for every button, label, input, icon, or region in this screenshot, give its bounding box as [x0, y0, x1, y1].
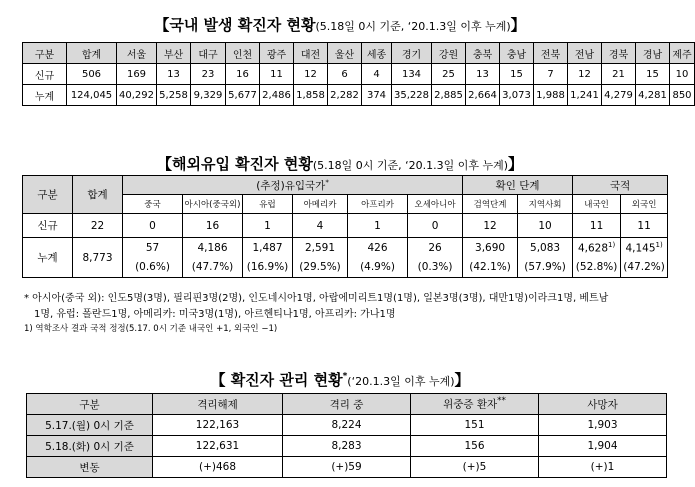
overseas-subheader-cell: 외국인 — [621, 195, 668, 214]
domestic-header-cell: 제주 — [670, 43, 695, 64]
domestic-title-end: 】 — [510, 16, 526, 34]
overseas-h-country — [123, 176, 463, 195]
management-cell: 8,224 — [283, 415, 411, 436]
overseas-cum-cell — [621, 238, 668, 258]
management-cell: (+)59 — [283, 457, 411, 478]
management-header-cell — [153, 394, 283, 415]
domestic-cell: 506 — [67, 64, 117, 85]
management-cell: 151 — [411, 415, 539, 436]
domestic-cell: 9,329 — [191, 85, 226, 106]
domestic-cell: 21 — [602, 64, 636, 85]
overseas-cum-value: 4,628 — [577, 242, 609, 255]
domestic-cell: 3,073 — [500, 85, 534, 106]
domestic-cell: 1,241 — [568, 85, 602, 106]
domestic-cell: 2,885 — [432, 85, 466, 106]
domestic-cell: 2,664 — [466, 85, 500, 106]
domestic-header-cell: 대구 — [191, 43, 226, 64]
management-cell: (+)1 — [539, 457, 667, 478]
domestic-header-cell: 경북 — [602, 43, 636, 64]
overseas-subheader-cell: 아시아(중국외) — [183, 195, 243, 214]
overseas-subheader-cell: 아메리카 — [293, 195, 348, 214]
management-title-star: * — [342, 371, 348, 382]
domestic-cell: 6 — [328, 64, 362, 85]
domestic-cell: 25 — [432, 64, 466, 85]
management-header-cell — [411, 394, 539, 415]
overseas-new-cell: 4 — [293, 214, 348, 238]
overseas-pct-cell: (0.6%) — [123, 258, 183, 278]
overseas-pct-cell: (47.2%) — [621, 258, 668, 278]
management-title-end: 】 — [454, 371, 470, 389]
domestic-cell: 16 — [226, 64, 260, 85]
overseas-h-nationality: 국적 — [573, 176, 668, 195]
domestic-title-main: 【국내 발생 확진자 현황 — [154, 16, 316, 34]
overseas-pct-cell: (47.7%) — [183, 258, 243, 278]
management-header-label: 격리 중 — [329, 398, 364, 411]
management-header-label: 사망자 — [587, 398, 618, 411]
overseas-cum-label: 누계 — [23, 238, 73, 278]
management-row — [27, 436, 667, 457]
domestic-header-cell: 충남 — [500, 43, 534, 64]
overseas-new-cell: 1 — [243, 214, 293, 238]
overseas-h-total: 합계 — [73, 176, 123, 214]
management-title-main: 【 확진자 관리 현황 — [210, 371, 343, 389]
overseas-cum-value: 57 — [145, 241, 160, 254]
domestic-cell: 13 — [157, 64, 191, 85]
management-cell: 156 — [411, 436, 539, 457]
domestic-header-cell: 인천 — [226, 43, 260, 64]
management-row-label: 5.18.(화) 0시 기준 — [27, 436, 153, 457]
domestic-row-label: 누계 — [23, 85, 67, 106]
overseas-new-label: 신규 — [23, 214, 73, 238]
domestic-cell: 1,858 — [294, 85, 328, 106]
management-row-label: 5.17.(월) 0시 기준 — [27, 415, 153, 436]
overseas-h-country-star: * — [325, 178, 329, 186]
domestic-cell: 13 — [466, 64, 500, 85]
overseas-pct-cell: (57.9%) — [518, 258, 573, 278]
management-row — [27, 415, 667, 436]
overseas-new-row — [23, 214, 668, 238]
domestic-cell: 169 — [117, 64, 157, 85]
overseas-cum-cell — [573, 238, 621, 258]
management-cell: (+)5 — [411, 457, 539, 478]
overseas-pct-cell: (29.5%) — [293, 258, 348, 278]
domestic-header-cell: 충북 — [466, 43, 500, 64]
overseas-cum-cell — [518, 238, 573, 258]
domestic-header-cell: 서울 — [117, 43, 157, 64]
overseas-cum-footnote-mark: 1) — [655, 241, 663, 249]
overseas-pct-cell: (42.1%) — [463, 258, 518, 278]
overseas-cum-value: 4,145 — [625, 242, 656, 255]
domestic-cell: 15 — [636, 64, 670, 85]
domestic-row — [23, 64, 695, 85]
domestic-cell: 1,988 — [534, 85, 568, 106]
overseas-new-cell: 10 — [518, 214, 573, 238]
management-cell: (+)468 — [153, 457, 283, 478]
domestic-cell: 12 — [294, 64, 328, 85]
domestic-cell: 124,045 — [67, 85, 117, 106]
management-table — [26, 393, 667, 478]
domestic-cell: 4,279 — [602, 85, 636, 106]
management-title — [0, 369, 680, 390]
domestic-cell: 2,486 — [260, 85, 294, 106]
overseas-title-end: 】 — [508, 155, 524, 173]
management-header-label: 위중증 환자 — [443, 398, 498, 411]
management-header-cell — [283, 394, 411, 415]
overseas-new-cell: 11 — [573, 214, 621, 238]
domestic-cell: 15 — [500, 64, 534, 85]
domestic-cell: 12 — [568, 64, 602, 85]
overseas-cum-cell — [183, 238, 243, 258]
management-header-cell — [27, 394, 153, 415]
management-row — [27, 457, 667, 478]
domestic-header-cell: 구분 — [23, 43, 67, 64]
overseas-pct-cell: (52.8%) — [573, 258, 621, 278]
overseas-cum-value: 426 — [367, 241, 388, 254]
overseas-cum-cell — [463, 238, 518, 258]
domestic-cell: 4 — [362, 64, 392, 85]
domestic-cell: 850 — [670, 85, 695, 106]
domestic-header-row — [23, 43, 695, 64]
overseas-subheader-cell: 오세아니아 — [408, 195, 463, 214]
overseas-new-total: 22 — [73, 214, 123, 238]
domestic-header-cell: 전북 — [534, 43, 568, 64]
domestic-cell: 23 — [191, 64, 226, 85]
overseas-subheader-cell: 아프리카 — [348, 195, 408, 214]
domestic-cell: 134 — [392, 64, 432, 85]
domestic-cell: 374 — [362, 85, 392, 106]
overseas-new-cell: 0 — [123, 214, 183, 238]
overseas-subheader-cell: 지역사회 — [518, 195, 573, 214]
domestic-header-cell: 울산 — [328, 43, 362, 64]
overseas-cum-cell — [348, 238, 408, 258]
management-cell: 1,904 — [539, 436, 667, 457]
overseas-new-cell: 1 — [348, 214, 408, 238]
management-header-cell — [539, 394, 667, 415]
overseas-title-sub: (5.18일 0시 기준, ‘20.1.3일 이후 누계) — [312, 159, 508, 172]
domestic-title — [0, 14, 680, 35]
domestic-cell: 40,292 — [117, 85, 157, 106]
overseas-cum-footnote-mark: 1) — [608, 241, 616, 249]
domestic-cell: 11 — [260, 64, 294, 85]
management-title-sub: (‘20.1.3일 이후 누계) — [347, 375, 455, 388]
overseas-cum-value: 5,083 — [530, 241, 561, 254]
overseas-h-gubun: 구분 — [23, 176, 73, 214]
overseas-subheader-cell: 중국 — [123, 195, 183, 214]
footnote-line-3: 1) 역학조사 결과 국적 정정(5.17. 0시 기준 내국인 +1, 외국인 −1) — [24, 324, 278, 334]
overseas-pct-cell: (4.9%) — [348, 258, 408, 278]
domestic-header-cell: 경남 — [636, 43, 670, 64]
domestic-row-label: 신규 — [23, 64, 67, 85]
overseas-cum-total: 8,773 — [73, 238, 123, 278]
management-cell: 122,163 — [153, 415, 283, 436]
management-header-label: 구분 — [79, 398, 100, 411]
overseas-h-confirm: 확인 단계 — [463, 176, 573, 195]
management-header-label: 격리해제 — [197, 398, 238, 411]
overseas-cum-value: 2,591 — [304, 241, 336, 254]
overseas-cum-value: 3,690 — [475, 241, 506, 254]
overseas-cum-cell — [243, 238, 293, 258]
overseas-new-cell: 12 — [463, 214, 518, 238]
footnote-line-1: * 아시아(중국 외): 인도5명(3명), 필리핀3명(2명), 인도네시아1명, 아랍에미리트1명(1명), 일본3명(3명), 대만1명)이라크1명, 베트남 — [24, 293, 609, 304]
management-header-row — [27, 394, 667, 415]
overseas-cum-value: 26 — [428, 241, 442, 254]
management-severe-star: ** — [497, 396, 506, 407]
overseas-new-cell: 16 — [183, 214, 243, 238]
overseas-h-country-label: (추정)유입국가 — [256, 179, 326, 192]
overseas-title — [0, 153, 680, 174]
domestic-cell: 35,228 — [392, 85, 432, 106]
overseas-cum-cell — [123, 238, 183, 258]
overseas-subheader-cell: 유럽 — [243, 195, 293, 214]
overseas-cum-value: 1,487 — [252, 241, 283, 254]
footnote-line-2: 1명, 유럽: 폴란드1명, 아메리카: 미국3명(1명), 아르헨티나1명, 아프리카: 가나1명 — [34, 309, 396, 320]
domestic-header-cell: 합계 — [67, 43, 117, 64]
domestic-cell: 5,677 — [226, 85, 260, 106]
management-cell: 8,283 — [283, 436, 411, 457]
domestic-header-cell: 광주 — [260, 43, 294, 64]
domestic-header-cell: 대전 — [294, 43, 328, 64]
domestic-header-cell: 전남 — [568, 43, 602, 64]
overseas-cum-value: 4,186 — [197, 241, 228, 254]
overseas-cum-row — [23, 238, 668, 258]
domestic-header-cell: 세종 — [362, 43, 392, 64]
overseas-subheader-cell: 검역단계 — [463, 195, 518, 214]
domestic-header-cell: 강원 — [432, 43, 466, 64]
overseas-subheader-cell: 내국인 — [573, 195, 621, 214]
domestic-table — [22, 42, 695, 106]
domestic-cell: 10 — [670, 64, 695, 85]
management-cell: 122,631 — [153, 436, 283, 457]
management-cell: 1,903 — [539, 415, 667, 436]
domestic-header-cell: 경기 — [392, 43, 432, 64]
domestic-cell: 2,282 — [328, 85, 362, 106]
domestic-row — [23, 85, 695, 106]
overseas-new-cell: 0 — [408, 214, 463, 238]
domestic-cell: 5,258 — [157, 85, 191, 106]
domestic-cell: 7 — [534, 64, 568, 85]
overseas-pct-cell: (0.3%) — [408, 258, 463, 278]
management-row-label: 변동 — [27, 457, 153, 478]
overseas-pct-cell: (16.9%) — [243, 258, 293, 278]
overseas-new-cell: 11 — [621, 214, 668, 238]
domestic-cell: 4,281 — [636, 85, 670, 106]
overseas-cum-cell — [293, 238, 348, 258]
overseas-table — [22, 175, 668, 278]
overseas-cum-cell — [408, 238, 463, 258]
domestic-title-sub: (5.18일 0시 기준, ‘20.1.3일 이후 누계) — [315, 20, 511, 33]
overseas-title-main: 【해외유입 확진자 현황 — [156, 155, 313, 173]
domestic-header-cell: 부산 — [157, 43, 191, 64]
